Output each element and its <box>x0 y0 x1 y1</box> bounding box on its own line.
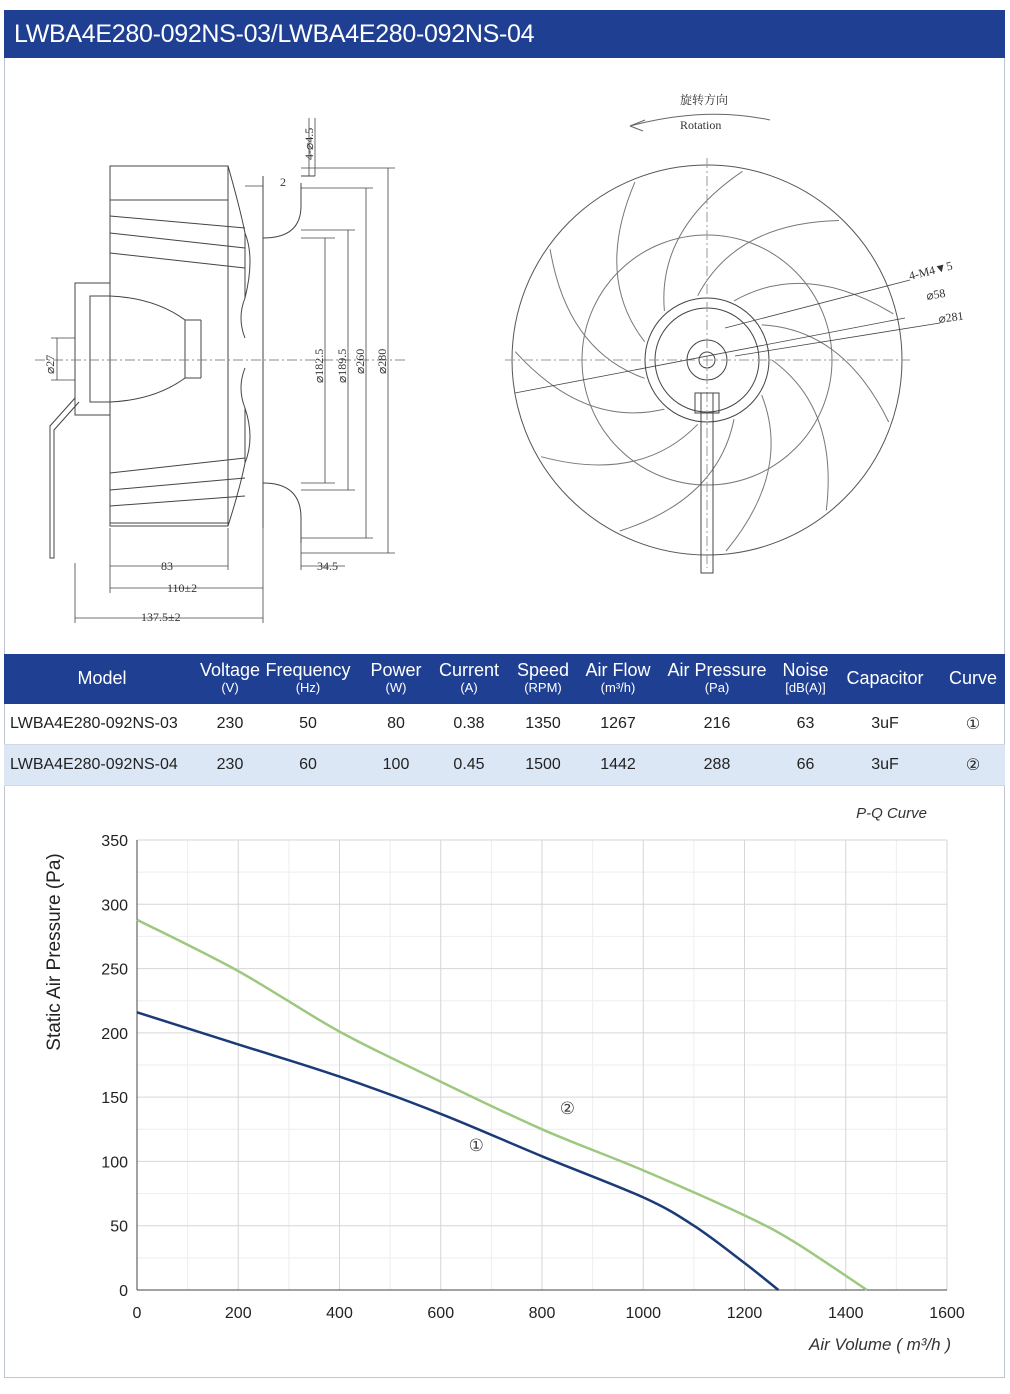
dim-w1: 83 <box>161 559 173 573</box>
blade <box>762 325 889 422</box>
table-cell: 3uF <box>829 704 941 745</box>
table-cell: 288 <box>652 745 782 786</box>
blade <box>726 395 771 551</box>
header-label: Capacitor <box>846 668 924 688</box>
dim-w3: 137.5±2 <box>141 610 181 624</box>
header-voltage <box>200 654 260 704</box>
table-row <box>4 745 1005 786</box>
header-frequency <box>260 654 356 704</box>
table-cell: 80 <box>356 704 436 745</box>
dim-d58: ⌀58 <box>925 285 947 303</box>
header-curve <box>941 654 1005 704</box>
blade <box>617 182 645 342</box>
table-cell: 0.38 <box>436 704 502 745</box>
y-tick-label: 200 <box>101 1025 128 1043</box>
dim-holes: 4-⌀4.5 <box>302 127 316 160</box>
header-label: Current <box>438 660 500 680</box>
table-cell: 1267 <box>584 704 652 745</box>
header-unit: (W) <box>385 680 407 695</box>
curve-label: ① <box>468 1136 484 1157</box>
header-unit: (V) <box>221 680 239 695</box>
header-model <box>4 654 200 704</box>
header-unit: (Hz) <box>295 680 321 695</box>
rotation-label-cn: 旋转方向 <box>680 93 729 107</box>
header-label: Voltage <box>200 660 261 680</box>
table-cell: 230 <box>200 704 260 745</box>
dim-w2: 110±2 <box>167 581 198 595</box>
y-tick-label: 100 <box>101 1154 128 1172</box>
front-view <box>505 114 940 573</box>
dim-thread: 4-M4▼5 <box>907 258 954 283</box>
y-tick-label: 350 <box>101 833 128 850</box>
dim-d2: ⌀189.5 <box>335 348 349 383</box>
impeller-blades <box>515 171 893 551</box>
blade <box>550 249 645 378</box>
page-title: LWBA4E280-092NS-03/LWBA4E280-092NS-04 <box>4 10 1005 58</box>
header-speed <box>502 654 584 704</box>
curve-label: ② <box>559 1098 575 1119</box>
header-label: Frequency <box>265 660 351 680</box>
x-tick-label: 1400 <box>827 1305 864 1322</box>
header-unit: (Pa) <box>704 680 730 695</box>
dim-w4: 34.5 <box>317 559 338 573</box>
header-unit: (RPM) <box>524 680 562 695</box>
dim-d4: ⌀280 <box>375 348 389 374</box>
series-line-1 <box>137 1012 778 1290</box>
technical-drawing <box>5 58 1004 654</box>
blade <box>734 283 893 313</box>
header-air-pressure <box>652 654 782 704</box>
front-dim-labels <box>680 92 964 326</box>
x-tick-label: 1200 <box>726 1305 763 1322</box>
header-label: Model <box>77 668 127 688</box>
header-unit: (m³/h) <box>600 680 636 695</box>
header-current <box>436 654 502 704</box>
table-cell: 1350 <box>502 704 584 745</box>
table-cell: 1500 <box>502 745 584 786</box>
side-view <box>35 166 405 558</box>
table-cell: ① <box>941 704 1005 745</box>
header-label: Air Pressure <box>667 660 767 680</box>
pq-chart <box>5 782 1004 1377</box>
header-unit: (A) <box>460 680 478 695</box>
rotation-label-en: Rotation <box>680 118 722 132</box>
header-label: Noise <box>782 660 829 680</box>
x-tick-label: 1600 <box>929 1305 965 1322</box>
spec-table <box>4 654 1005 786</box>
impeller-side-outline <box>110 166 228 526</box>
table-row <box>4 704 1005 745</box>
header-power <box>356 654 436 704</box>
table-cell: LWBA4E280-092NS-03 <box>4 704 200 745</box>
series-line-2 <box>137 920 867 1290</box>
spec-table-body <box>4 704 1005 786</box>
header-capacitor <box>829 654 941 704</box>
x-tick-label: 200 <box>224 1305 252 1322</box>
x-tick-label: 800 <box>528 1305 556 1322</box>
x-tick-label: 600 <box>427 1305 455 1322</box>
side-dim-labels <box>43 128 389 624</box>
y-tick-label: 300 <box>101 897 128 915</box>
table-cell: 60 <box>260 745 356 786</box>
x-tick-label: 1000 <box>625 1305 662 1322</box>
blade <box>664 171 743 311</box>
header-label: Speed <box>516 660 570 680</box>
header-unit: [dB(A)] <box>785 680 826 695</box>
y-tick-label: 150 <box>101 1090 128 1108</box>
table-cell: 216 <box>652 704 782 745</box>
table-cell: 66 <box>782 745 829 786</box>
dim-d281: ⌀281 <box>937 308 965 326</box>
table-cell: 0.45 <box>436 745 502 786</box>
y-tick-label: 250 <box>101 961 128 979</box>
blade <box>541 424 698 465</box>
blade <box>620 419 734 531</box>
table-cell: LWBA4E280-092NS-04 <box>4 745 200 786</box>
y-tick-label: 0 <box>119 1283 128 1300</box>
blade <box>772 360 828 510</box>
header-air-flow <box>584 654 652 704</box>
x-axis-label: Air Volume ( m³/h ) <box>808 1335 951 1354</box>
y-tick-label: 50 <box>110 1218 128 1236</box>
spec-table-header <box>4 654 1005 704</box>
header-label: Air Flow <box>585 660 651 680</box>
header-label: Power <box>370 660 422 680</box>
dim-gap: 2 <box>280 175 286 189</box>
table-cell: 50 <box>260 704 356 745</box>
chart-title: P-Q Curve <box>856 805 927 822</box>
dim-hub: ⌀27 <box>43 354 57 374</box>
table-cell: ② <box>941 745 1005 786</box>
dim-d1: ⌀182.5 <box>312 348 326 383</box>
header-noise <box>782 654 829 704</box>
table-cell: 230 <box>200 745 260 786</box>
header-label: Curve <box>948 668 997 688</box>
table-cell: 63 <box>782 704 829 745</box>
table-cell: 1442 <box>584 745 652 786</box>
dim-d3: ⌀260 <box>353 348 367 374</box>
x-tick-label: 0 <box>132 1305 142 1322</box>
y-axis-label: Static Air Pressure (Pa) <box>44 853 65 1051</box>
x-tick-label: 400 <box>326 1305 353 1322</box>
table-cell: 100 <box>356 745 436 786</box>
table-cell: 3uF <box>829 745 941 786</box>
